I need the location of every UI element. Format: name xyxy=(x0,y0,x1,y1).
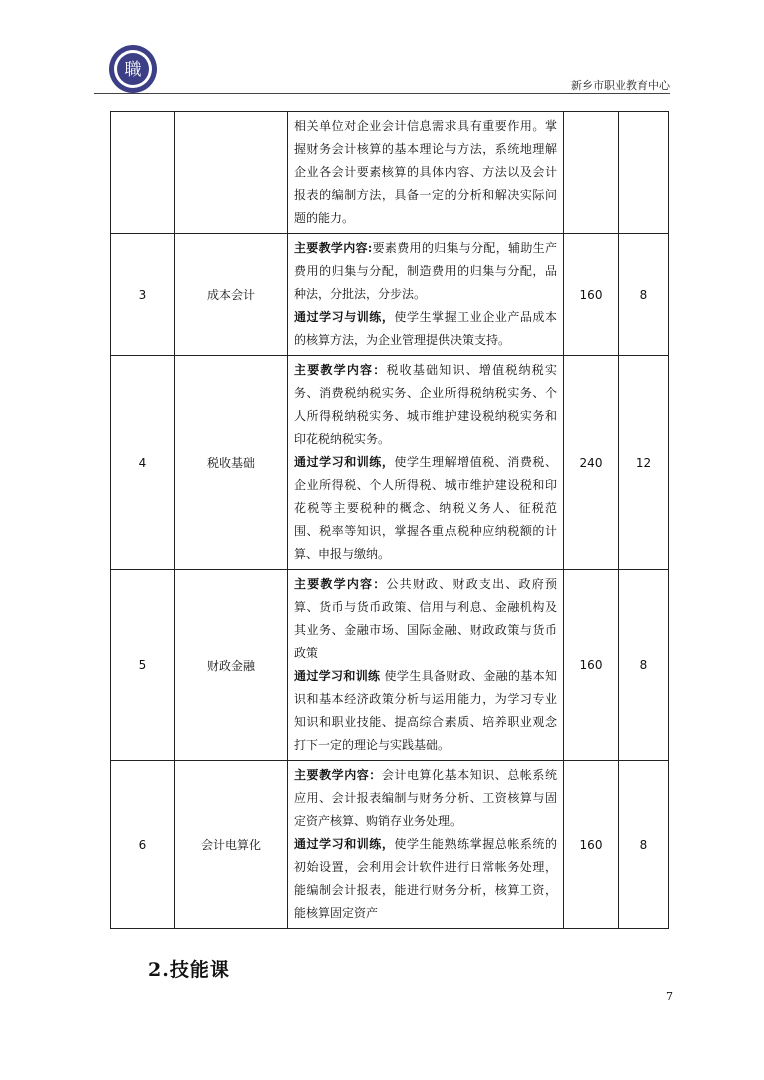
paragraph-lead: 主要教学内容: xyxy=(294,241,373,255)
description-paragraph xyxy=(294,237,557,306)
course-credits: 8 xyxy=(619,234,669,356)
paragraph-text: 会计电算化基本知识、总帐系统应用、会计报表编制与财务分析、工资核算与固定资产核算、购销存业务处理。 xyxy=(294,768,557,828)
description-paragraph xyxy=(294,359,557,451)
course-description xyxy=(288,761,564,929)
paragraph-lead: 通过学习和训练 xyxy=(294,669,381,683)
course-description xyxy=(288,112,564,234)
table-row xyxy=(111,112,669,234)
paragraph-text: 税收基础知识、增值税纳税实务、消费税纳税实务、企业所得税纳税实务、个人所得税纳税实务、城市维护建设税纳税实务和印花税纳税实务。 xyxy=(294,363,557,446)
course-name: 财政金融 xyxy=(175,570,288,761)
course-hours: 160 xyxy=(564,234,619,356)
paragraph-lead: 主要教学内容： xyxy=(294,768,382,782)
paragraph-text: 使学生掌握工业企业产品成本的核算方法，为企业管理提供决策支持。 xyxy=(294,310,557,347)
description-paragraph xyxy=(294,115,557,230)
paragraph-lead: 通过学习和训练， xyxy=(294,455,395,469)
course-credits: 8 xyxy=(619,761,669,929)
paragraph-text: 相关单位对企业会计信息需求具有重要作用。掌握财务会计核算的基本理论与方法，系统地理解企业各会计要素核算的具体内容、方法以及会计报表的编制方法，具备一定的分析和解决实际问题的能力。 xyxy=(294,119,557,225)
paragraph-text: 要素费用的归集与分配，辅助生产费用的归集与分配，制造费用的归集与分配，品种法，分批法，分步法。 xyxy=(294,241,557,301)
paragraph-lead: 主要教学内容： xyxy=(294,363,387,377)
course-number: 4 xyxy=(111,356,175,570)
course-number xyxy=(111,112,175,234)
description-paragraph xyxy=(294,665,557,757)
course-number: 3 xyxy=(111,234,175,356)
table-row xyxy=(111,356,669,570)
paragraph-lead: 主要教学内容： xyxy=(294,577,387,591)
paragraph-text: 使学生具备财政、金融的基本知识和基本经济政策分析与运用能力，为学习专业知识和职业技能、提高综合素质、培养职业观念打下一定的理论与实践基础。 xyxy=(294,669,557,752)
section-title: 2.技能课 xyxy=(148,959,230,981)
header-divider xyxy=(94,93,670,94)
table-row xyxy=(111,761,669,929)
page-number: 7 xyxy=(666,990,673,1003)
course-name: 会计电算化 xyxy=(175,761,288,929)
paragraph-text: 公共财政、财政支出、政府预算、货币与货币政策、信用与利息、金融机构及其业务、金融市场、国际金融、财政政策与货币政策 xyxy=(294,577,557,660)
logo-text: 職 xyxy=(124,60,142,80)
school-logo xyxy=(108,44,158,94)
course-hours: 160 xyxy=(564,570,619,761)
paragraph-text: 使学生理解增值税、消费税、企业所得税、个人所得税、城市维护建设税和印花税等主要税种的概念、纳税义务人、征税范围、税率等知识，掌握各重点税种应纳税额的计算、申报与缴纳。 xyxy=(294,455,557,561)
course-name: 税收基础 xyxy=(175,356,288,570)
description-paragraph xyxy=(294,573,557,665)
paragraph-lead: 通过学习和训练， xyxy=(294,837,395,851)
course-hours: 160 xyxy=(564,761,619,929)
course-hours: 240 xyxy=(564,356,619,570)
table-row xyxy=(111,234,669,356)
course-description xyxy=(288,570,564,761)
org-name: 新乡市职业教育中心 xyxy=(571,79,670,92)
course-description xyxy=(288,234,564,356)
course-name xyxy=(175,112,288,234)
description-paragraph xyxy=(294,451,557,566)
paragraph-lead: 通过学习与训练， xyxy=(294,310,395,324)
table-row xyxy=(111,570,669,761)
course-credits xyxy=(619,112,669,234)
course-number: 6 xyxy=(111,761,175,929)
paragraph-text: 使学生能熟练掌握总帐系统的初始设置，会利用会计软件进行日常帐务处理，能编制会计报表，能进行财务分析，核算工资，能核算固定资产 xyxy=(294,837,557,920)
course-credits: 8 xyxy=(619,570,669,761)
description-paragraph xyxy=(294,764,557,833)
description-paragraph xyxy=(294,306,557,352)
course-description xyxy=(288,356,564,570)
course-number: 5 xyxy=(111,570,175,761)
course-table xyxy=(110,111,669,929)
course-name: 成本会计 xyxy=(175,234,288,356)
course-hours xyxy=(564,112,619,234)
description-paragraph xyxy=(294,833,557,925)
course-credits: 12 xyxy=(619,356,669,570)
